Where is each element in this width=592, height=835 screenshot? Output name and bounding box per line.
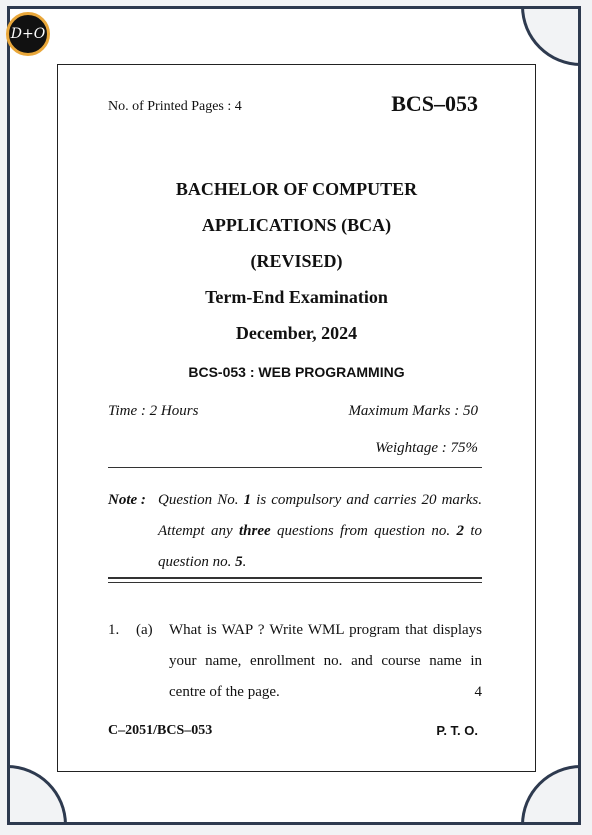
question-1 <box>108 615 482 708</box>
note-emphasis: three <box>239 523 271 539</box>
divider <box>108 467 482 468</box>
note-text: is compulsory and carries 20 marks. Attempt any <box>158 492 483 539</box>
note-label: Note : <box>108 492 146 508</box>
subject-title: BCS-053 : WEB PROGRAMMING <box>188 364 405 380</box>
question-text: What is WAP ? Write WML program that displays your name, enrollment no. and course name in centre of the page. <box>169 622 482 700</box>
note-text: . <box>242 554 247 570</box>
exam-date: December, 2024 <box>235 323 358 343</box>
title-line-2: APPLICATIONS (BCA) <box>201 215 392 235</box>
note-body <box>158 485 482 578</box>
title-line-3: (REVISED) <box>250 251 343 271</box>
note-emphasis: 5 <box>235 554 243 570</box>
note-emphasis: 2 <box>456 523 464 539</box>
printed-pages: No. of Printed Pages : 4 <box>108 99 242 114</box>
exam-paper <box>57 64 536 772</box>
logo-badge <box>6 12 50 56</box>
maximum-marks: Maximum Marks : 50 <box>348 403 478 419</box>
paper-code-footer: C–2051/BCS–053 <box>108 723 213 738</box>
frame-corner-top-right <box>521 6 581 66</box>
note-text: Question No. <box>158 492 244 508</box>
course-code: BCS–053 <box>391 91 478 116</box>
time-allowed: Time : 2 Hours <box>108 403 199 419</box>
frame-corner-bottom-right <box>521 765 581 825</box>
exam-type: Term-End Examination <box>205 287 388 307</box>
frame-corner-bottom-left <box>7 765 67 825</box>
question-marks: 4 <box>474 684 482 700</box>
title-line-1: BACHELOR OF COMPUTER <box>175 179 418 199</box>
note-text: to question no. <box>158 523 482 570</box>
note-emphasis: 1 <box>243 492 252 508</box>
logo-text: D+O <box>10 26 46 42</box>
question-text-block <box>169 615 482 708</box>
note-text: questions from question no. <box>270 523 457 539</box>
double-divider-bottom <box>108 582 482 583</box>
instructions-note <box>108 485 482 578</box>
weightage: Weightage : 75% <box>375 440 478 456</box>
question-number: 1. <box>108 622 120 638</box>
question-part: (a) <box>136 622 153 638</box>
double-divider-top <box>108 577 482 579</box>
pto-label: P. T. O. <box>436 723 478 738</box>
